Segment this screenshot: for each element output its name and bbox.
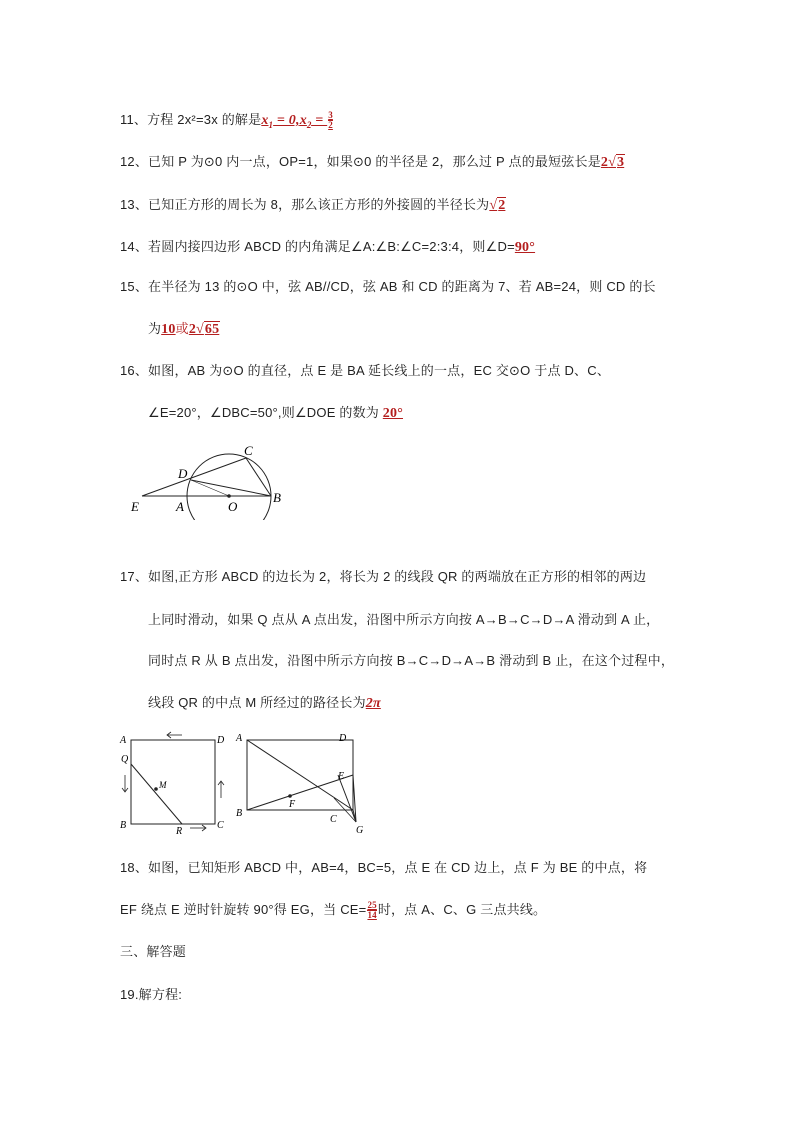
fig1-label-b: B <box>120 820 127 831</box>
label-e: E <box>131 499 139 514</box>
section-3-heading: 三、解答题 <box>120 944 187 959</box>
label-b: B <box>273 490 281 505</box>
q15-text2: 为 <box>148 321 162 336</box>
question-15-line1 <box>120 276 656 295</box>
label-d: D <box>178 466 188 481</box>
fig2-label-a: A <box>236 733 243 744</box>
segment-qr <box>131 764 182 824</box>
fig1-label-d: D <box>217 735 225 746</box>
fig2-label-g: G <box>356 825 364 836</box>
point-f <box>288 794 292 798</box>
point-o <box>227 494 231 498</box>
question-12 <box>120 151 625 171</box>
question-17-line3 <box>148 650 674 669</box>
q18-answer-fraction: $\frac{25}{14}$ <box>367 900 377 921</box>
question-16-line2 <box>148 402 403 422</box>
q15-answer-or: 或 <box>175 321 189 336</box>
label-a: A <box>176 499 184 514</box>
q18-rectangle-figure <box>228 728 376 840</box>
fig1-label-q: Q <box>121 754 129 765</box>
q17-square-figure <box>114 728 234 836</box>
fig2-label-b: B <box>236 808 243 819</box>
q18-text2a: EF 绕点 E 逆时针旋转 90°得 EG，当 CE= <box>120 902 367 917</box>
question-13 <box>120 194 506 214</box>
q15-answer-b: 2√65 <box>188 322 220 337</box>
q14-answer: 90° <box>514 240 536 255</box>
question-15-line2 <box>148 318 220 338</box>
q15-answer-a: 10 <box>161 322 176 337</box>
q11-fraction: $\frac{3}{2}$ <box>328 110 333 131</box>
question-14 <box>120 236 535 256</box>
q16-text1: 16、如图，AB 为⊙O 的直径，点 E 是 BA 延长线上的一点，EC 交⊙O 于点 D、C、 <box>120 363 611 378</box>
label-o: O <box>228 499 238 514</box>
q14-text: 14、若圆内接四边形 ABCD 的内角满足∠A:∠B:∠C=2:3:4，则∠D= <box>120 239 515 254</box>
q17-text2: 上同时滑动，如果 Q 点从 A 点出发，沿图中所示方向按 A→B→C→D→A 滑动到 A 止， <box>148 612 660 627</box>
fig2-label-c: C <box>330 814 337 825</box>
q18-text2b: 时，点 A、C、G 三点共线。 <box>377 902 547 917</box>
question-17-line1 <box>120 566 646 585</box>
fig2-label-e: E <box>338 771 345 782</box>
q15-text1: 15、在半径为 13 的⊙O 中，弦 AB//CD，弦 AB 和 CD 的距离为 7、若 AB=24，则 CD 的长 <box>120 279 656 294</box>
q17-text3: 同时点 R 从 B 点出发，沿图中所示方向按 B→C→D→A→B 滑动到 B 止，在这个过程中， <box>148 653 675 668</box>
square-abcd <box>131 740 215 824</box>
q12-answer: 2√3 <box>600 155 625 170</box>
fig1-label-r: R <box>176 826 183 836</box>
question-18-line1 <box>120 857 647 876</box>
line-db <box>191 480 271 496</box>
question-19: 19.解方程: <box>120 987 183 1002</box>
point-m <box>154 787 158 791</box>
q11-text: 11、方程 2x²=3x 的解是 <box>120 112 262 127</box>
q17-text1: 17、如图,正方形 ABCD 的边长为 2，将长为 2 的线段 QR 的两端放在正方形的相邻的两边 <box>120 569 647 584</box>
question-17-line4 <box>148 692 381 712</box>
q16-answer: 20° <box>382 406 403 421</box>
q17-text4: 线段 QR 的中点 M 所经过的路径长为 <box>148 695 366 710</box>
label-c: C <box>244 443 253 458</box>
line-od <box>191 480 229 496</box>
fig1-label-m: M <box>159 780 167 790</box>
q17-answer: 2π <box>365 696 381 711</box>
q13-answer: √2 <box>489 198 506 213</box>
q16-circle-figure <box>128 440 298 520</box>
question-16-line1 <box>120 360 610 379</box>
q16-text2: ∠E=20°，∠DBC=50°,则∠DOE 的数为 <box>148 405 379 420</box>
q12-text: 12、已知 P 为⊙0 内一点，OP=1，如果⊙0 的半径是 2，那么过 P 点的最短弦长是 <box>120 154 601 169</box>
fig1-label-c: C <box>217 820 224 831</box>
q18-text1: 18、如图，已知矩形 ABCD 中，AB=4，BC=5，点 E 在 CD 边上，点 F 为 BE 的中点，将 <box>120 860 648 875</box>
question-18-line2 <box>120 899 546 920</box>
line-ec <box>142 458 246 496</box>
question-11 <box>120 109 334 130</box>
question-17-line2 <box>148 609 659 628</box>
line-cb <box>246 458 271 496</box>
q11-answer: $x_1 = 0,x_2$ = <box>261 113 328 130</box>
fig2-label-d: D <box>339 733 347 744</box>
fig1-label-a: A <box>120 735 127 746</box>
fig2-label-f: F <box>289 799 296 810</box>
q13-text: 13、已知正方形的周长为 8，那么该正方形的外接圆的半径长为 <box>120 197 490 212</box>
